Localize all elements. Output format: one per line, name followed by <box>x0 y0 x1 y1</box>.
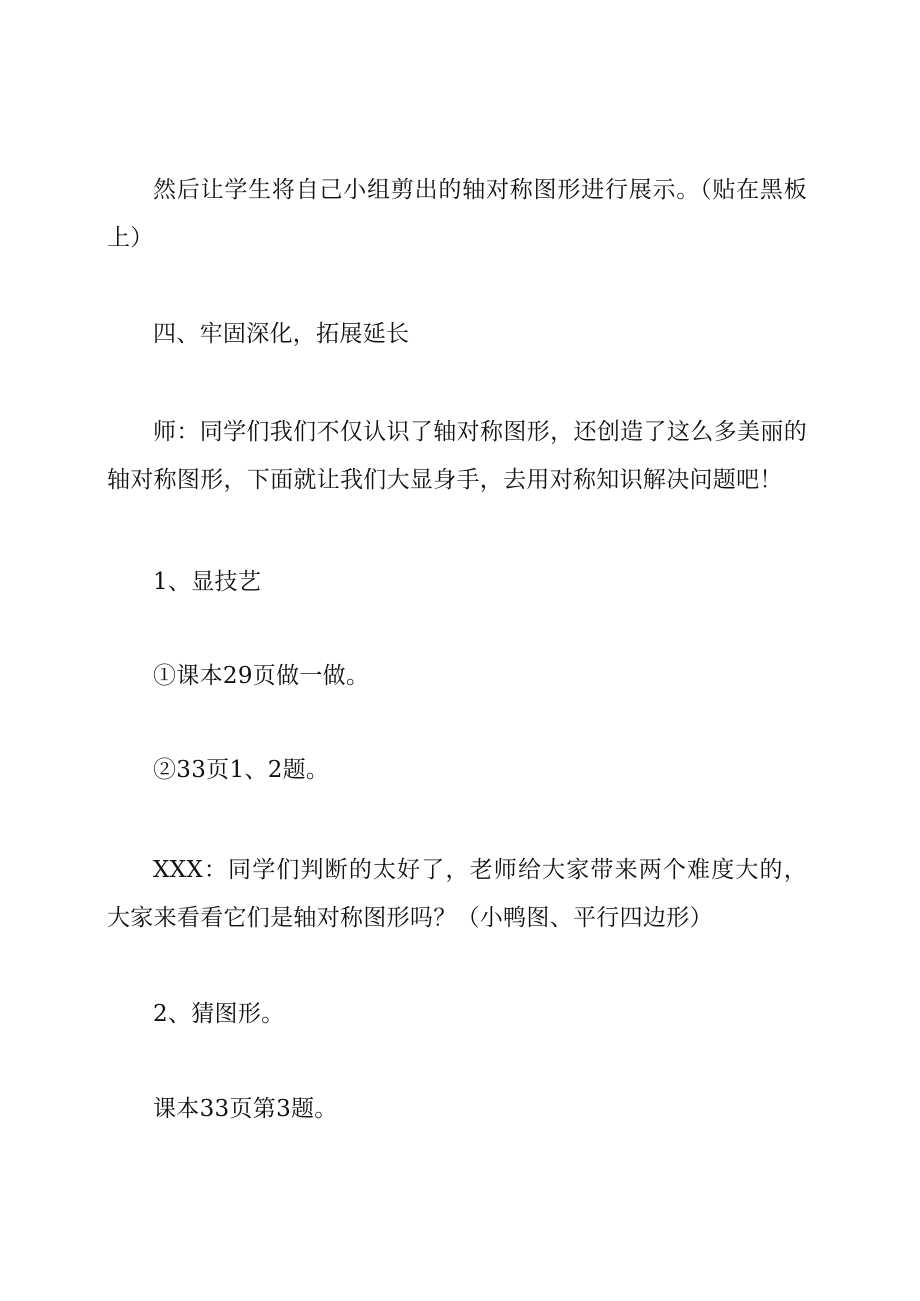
list-item-guess-shapes: 2、猜图形。 <box>153 1001 285 1027</box>
paragraph-xxx-challenge: XXX：同学们判断的太好了，老师给大家带来两个难度大的，大家来看看它们是轴对称图形吗？（小鸭图、平行四边形） <box>107 857 807 931</box>
list-item-textbook-p29: ①课本29页做一做。 <box>153 663 370 689</box>
paragraph-teacher-intro: 师：同学们我们不仅认识了轴对称图形，还创造了这么多美丽的轴对称图形，下面就让我们大显身手，去用对称知识解决问题吧！ <box>107 419 807 493</box>
list-item-page33-q3: 课本33页第3题。 <box>153 1096 338 1122</box>
list-item-show-skills: 1、显技艺 <box>153 569 262 595</box>
list-item-page33-q1-2: ②33页1、2题。 <box>153 757 330 783</box>
section-heading-four: 四、牢固深化，拓展延长 <box>153 321 410 347</box>
paragraph-display-shapes: 然后让学生将自己小组剪出的轴对称图形进行展示。（贴在黑板上） <box>107 177 807 251</box>
